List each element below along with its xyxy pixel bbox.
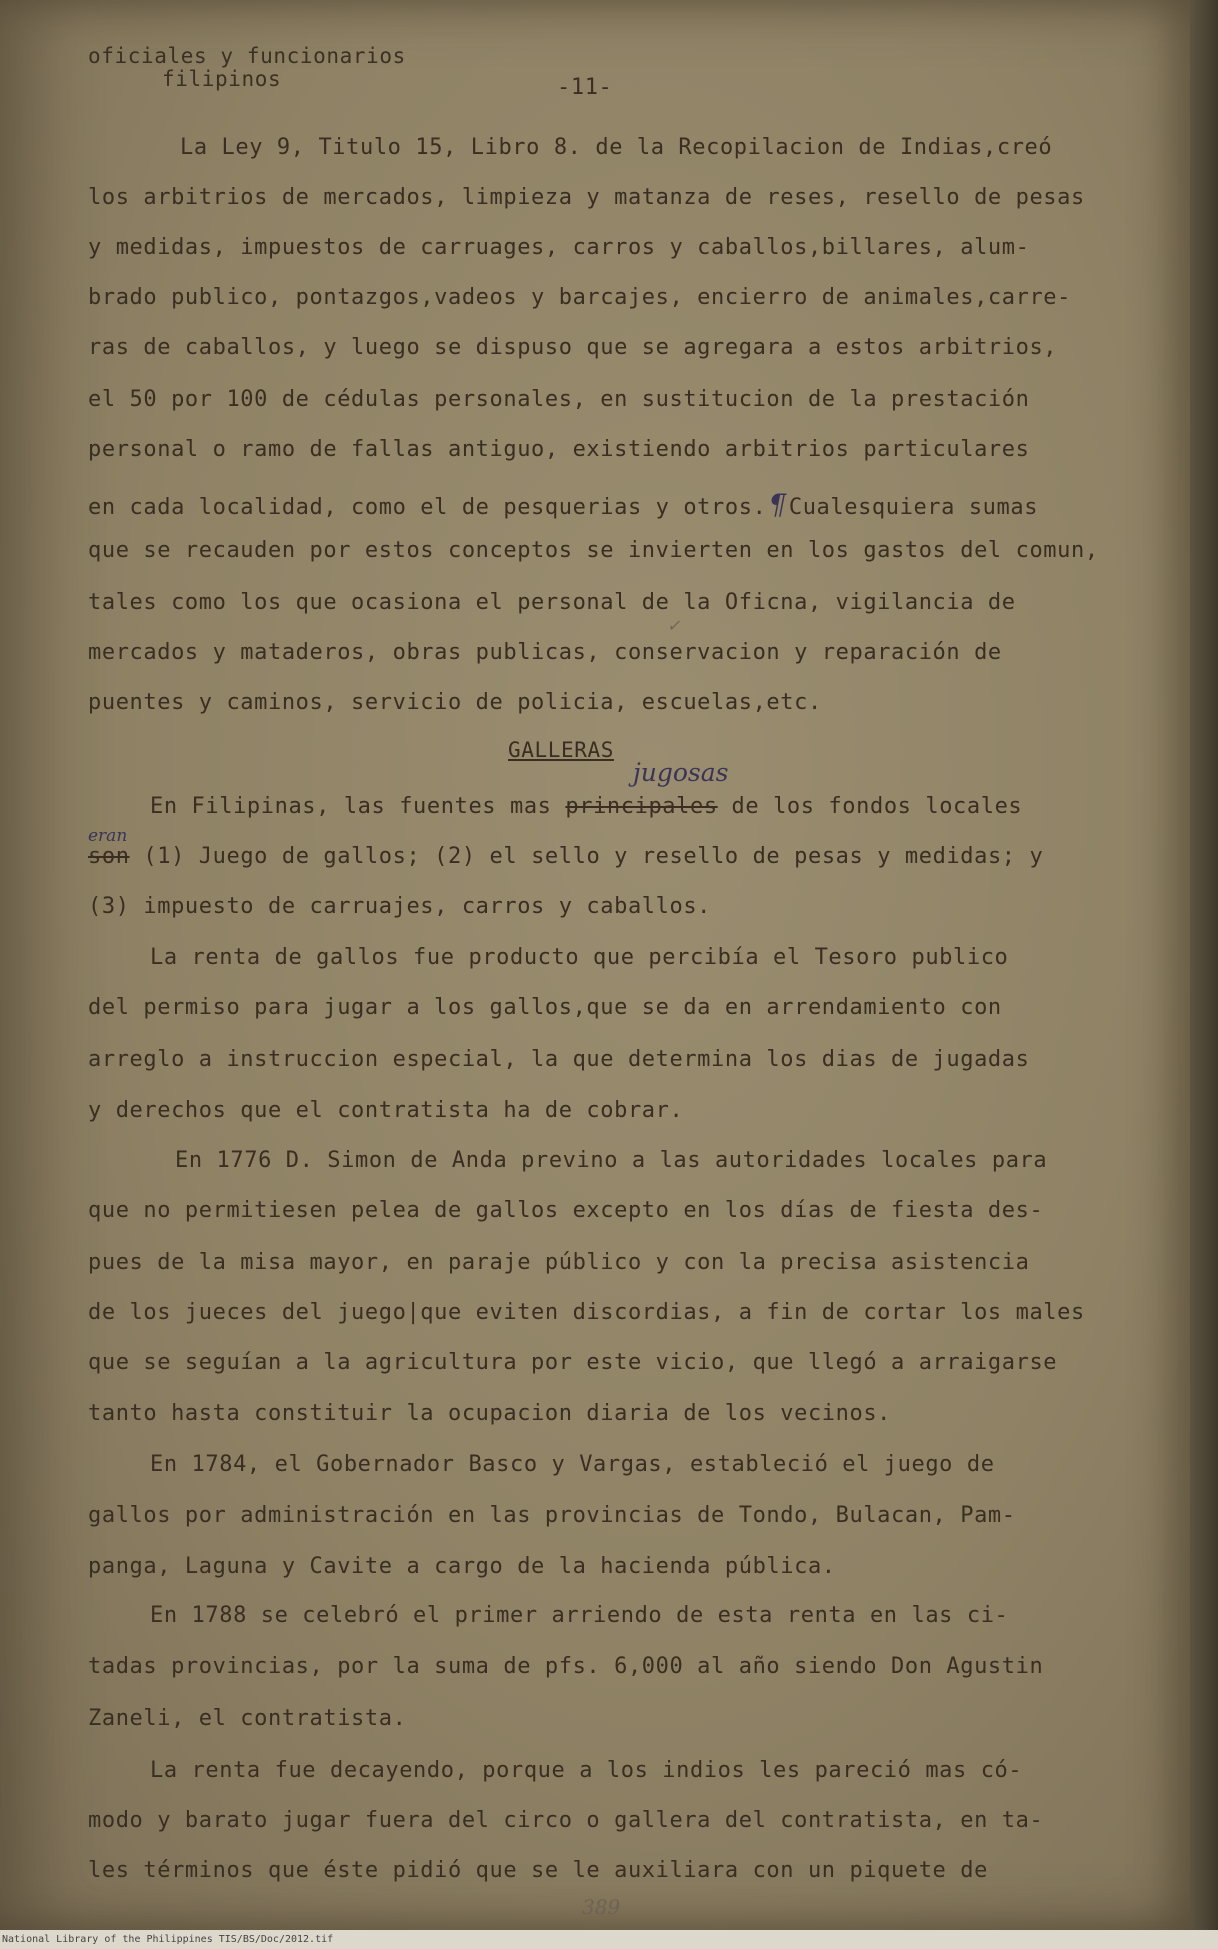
p7-line-1: La renta fue decayendo, porque a los indios les pareció mas có- [150, 1758, 1023, 1783]
header-line-1: oficiales y funcionarios [88, 44, 406, 68]
section-title: GALLERAS [508, 738, 614, 762]
header-line-2: filipinos [162, 67, 282, 91]
p4-line-2: que no permitiesen pelea de gallos excepto en los días de fiesta des- [88, 1198, 1044, 1223]
handwritten-insert-jugosas: jugosas [633, 758, 729, 787]
p2-line-1 [150, 794, 1022, 819]
p5-line-1: En 1784, el Gobernador Basco y Vargas, estableció el juego de [150, 1452, 995, 1477]
p5-line-2: gallos por administración en las provincias de Tondo, Bulacan, Pam- [88, 1503, 1016, 1528]
p1-line-3: y medidas, impuestos de carruages, carros y caballos,billares, alum- [88, 235, 1030, 260]
p2-line-3: (3) impuesto de carruajes, carros y caballos. [88, 894, 712, 919]
p1-line-8 [88, 488, 1038, 521]
p7-line-3: les términos que éste pidió que se le auxiliara con un piquete de [88, 1858, 988, 1883]
p1-line-6: el 50 por 100 de cédulas personales, en sustitucion de la prestación [88, 387, 1030, 412]
p4-line-6: tanto hasta constituir la ocupacion diaria de los vecinos. [88, 1401, 892, 1426]
p1-line-11: mercados y mataderos, obras publicas, conservacion y reparación de [88, 640, 1002, 665]
binding-edge [1190, 0, 1218, 1949]
p3-line-1: La renta de gallos fue producto que percibía el Tesoro publico [150, 945, 1009, 970]
page-number: -11- [557, 75, 613, 100]
p4-line-5: que se seguían a la agricultura por este vicio, que llegó a arraigarse [88, 1350, 1058, 1375]
p1-line-7: personal o ramo de fallas antiguo, existiendo arbitrios particulares [88, 437, 1030, 462]
paragraph-mark: ¶ [768, 488, 787, 521]
p1-line-1: La Ley 9, Titulo 15, Libro 8. de la Recopilacion de Indias,creó [180, 135, 1053, 160]
handwritten-insert-eran: eran [88, 826, 128, 846]
p3-line-3: arreglo a instruccion especial, la que determina los dias de jugadas [88, 1047, 1030, 1072]
p1-line-12: puentes y caminos, servicio de policia, escuelas,etc. [88, 690, 822, 715]
pencil-check-mark: ✓ [667, 616, 681, 635]
p2-line-2 [88, 844, 1043, 869]
p2-line-1-start: En Filipinas, las fuentes mas [150, 794, 552, 819]
p2-line-1-end: de los fondos locales [731, 794, 1023, 819]
scan-footer-text: National Library of the Philippines TIS/BS/Doc/2012.tif [2, 1934, 334, 1945]
struck-word-principales: principales [565, 794, 718, 819]
p3-line-2: del permiso para jugar a los gallos,que se da en arrendamiento con [88, 995, 1002, 1020]
p1-line-2: los arbitrios de mercados, limpieza y matanza de reses, resello de pesas [88, 185, 1085, 210]
p2-line-2-rest: (1) Juego de gallos; (2) el sello y resello de pesas y medidas; y [143, 844, 1044, 869]
p4-line-3: pues de la misa mayor, en paraje público y con la precisa asistencia [88, 1250, 1030, 1275]
struck-word-son: son [88, 844, 130, 869]
p1-line-5: ras de caballos, y luego se dispuso que se agregara a estos arbitrios, [88, 335, 1058, 360]
p4-line-4: de los jueces del juego|que eviten discordias, a fin de cortar los males [88, 1300, 1085, 1325]
p6-line-2: tadas provincias, por la suma de pfs. 6,000 al año siendo Don Agustin [88, 1654, 1044, 1679]
p1-line-8-text: en cada localidad, como el de pesquerias y otros. [88, 495, 767, 520]
p1-line-9: que se recauden por estos conceptos se invierten en los gastos del comun, [88, 538, 1099, 563]
p5-line-3: panga, Laguna y Cavite a cargo de la hacienda pública. [88, 1554, 836, 1579]
p3-line-4: y derechos que el contratista ha de cobrar. [88, 1098, 684, 1123]
p6-line-1: En 1788 se celebró el primer arriendo de esta renta en las ci- [150, 1603, 1009, 1628]
p1-line-8-continuation: Cualesquiera sumas [788, 495, 1039, 520]
p1-line-10: tales como los que ocasiona el personal de la Oficna, vigilancia de [88, 590, 1016, 615]
p6-line-3: Zaneli, el contratista. [88, 1706, 407, 1731]
p1-line-4: brado publico, pontazgos,vadeos y barcajes, encierro de animales,carre- [88, 285, 1072, 310]
p4-line-1: En 1776 D. Simon de Anda previno a las autoridades locales para [175, 1148, 1048, 1173]
p7-line-2: modo y barato jugar fuera del circo o gallera del contratista, en ta- [88, 1808, 1044, 1833]
pencil-folio-number: 389 [582, 1895, 621, 1919]
